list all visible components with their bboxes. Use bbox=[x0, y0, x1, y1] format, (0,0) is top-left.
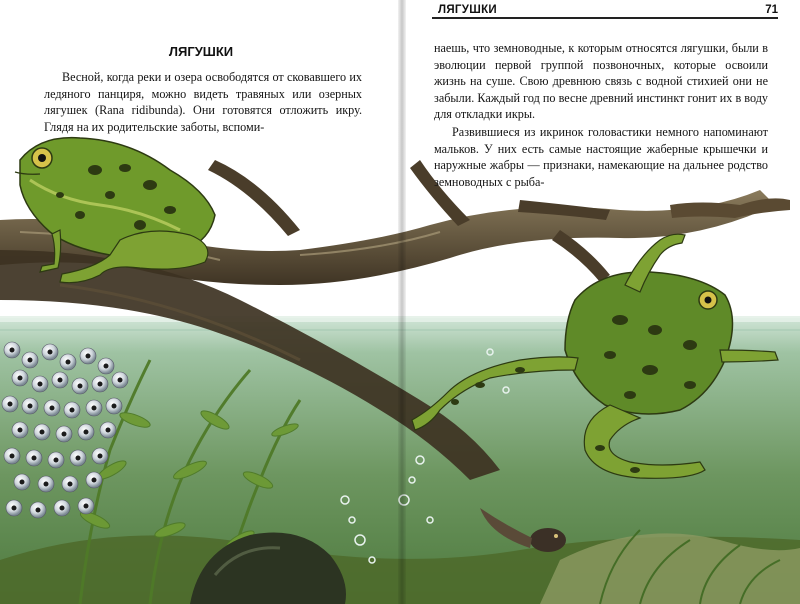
right-page-text bbox=[434, 40, 768, 190]
running-header-rule bbox=[432, 17, 778, 19]
running-header-title: ЛЯГУШКИ bbox=[438, 4, 497, 16]
left-paragraph: Весной, когда реки и озера освободятся от сковавшего их ледяного панциря, можно видеть травяных или озерных лягушек (Rana ridibunda). Они готовятся отложить икру. Глядя на их родительские заботы, вспоми- bbox=[44, 70, 362, 134]
right-paragraph-1: наешь, что земноводные, к которым относятся лягушки, были в эволюции первой группой позвоночных, которые освоили жизнь на суше. Свою древнюю связь с водной стихией они не забыли. Каждый год по весне древний инстинкт гонит их в воду для откладки икры. bbox=[434, 41, 768, 122]
left-page-text bbox=[44, 69, 362, 135]
right-page bbox=[402, 0, 800, 604]
page-number: 71 bbox=[765, 4, 778, 16]
page-title: ЛЯГУШКИ bbox=[168, 44, 234, 59]
right-paragraph-2: Развившиеся из икринок головастики немного напоминают мальков. У них есть самые настоящие жаберные крышечки и наружные жабры — признаки, намекающие на дальнее родство земноводных с рыба- bbox=[434, 124, 768, 189]
